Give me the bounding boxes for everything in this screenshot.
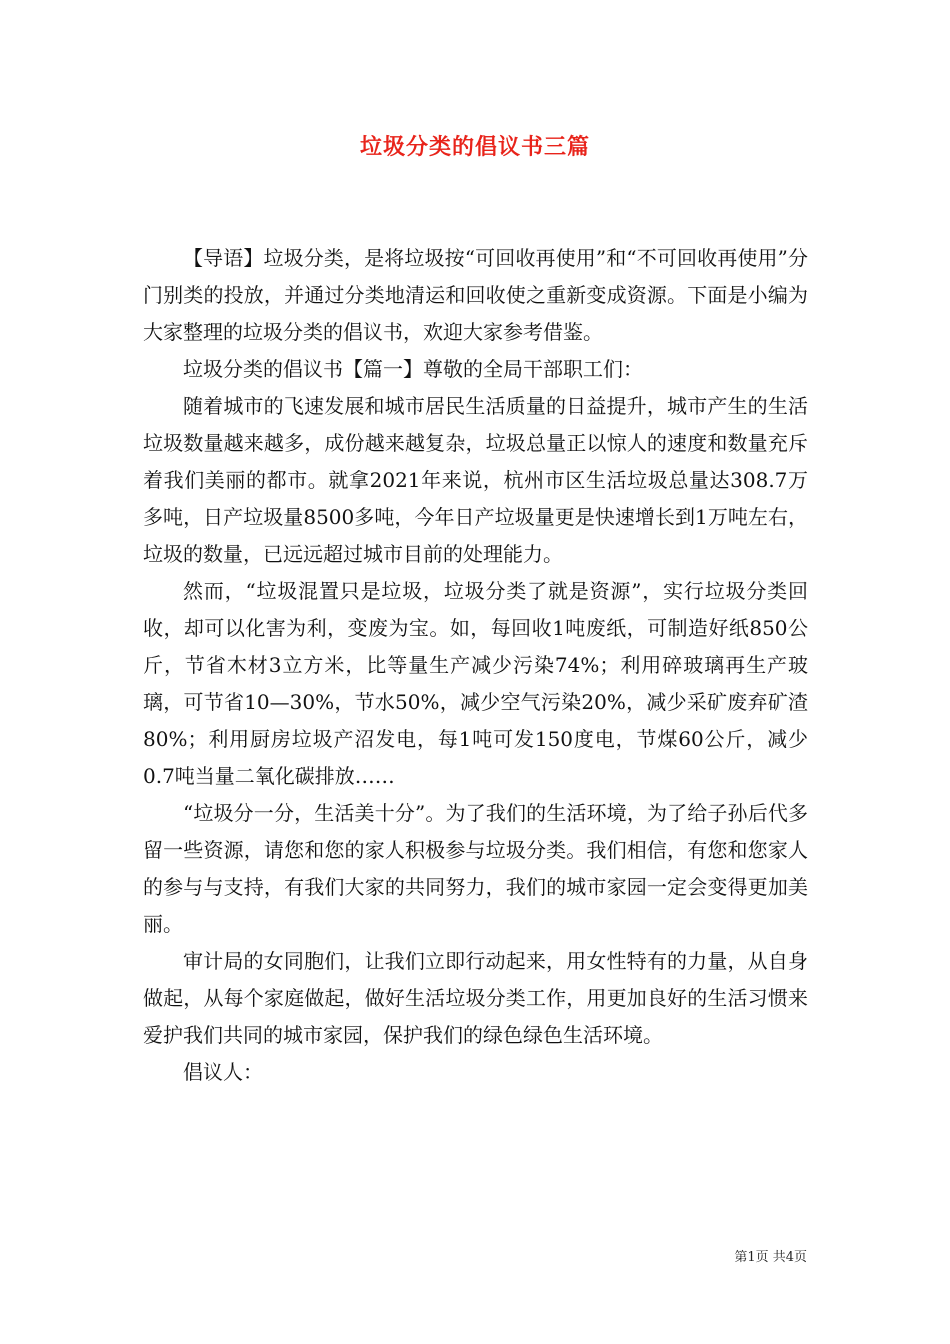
document-body	[143, 240, 808, 1091]
page-footer: 第1页 共4页	[734, 1250, 807, 1265]
section-heading: 垃圾分类的倡议书【篇一】尊敬的全局干部职工们：	[183, 357, 643, 381]
signature-line: 倡议人：	[183, 1060, 263, 1084]
body-paragraph: 然而，“垃圾混置只是垃圾，垃圾分类了就是资源”，实行垃圾分类回收，却可以化害为利，变废为宝。如，每回收1吨废纸，可制造好纸850公斤，节省木材3立方米，比等量生产减少污染74%；利用碎玻璃再生产玻璃，可节省10—30%，节水50%，减少空气污染20%，减少采矿废弃矿渣80%；利用厨房垃圾产沼发电，每1吨可发150度电，节煤60公斤，减少0.7吨当量二氧化碳排放……	[143, 579, 808, 788]
body-paragraph: “垃圾分一分，生活美十分”。为了我们的生活环境，为了给子孙后代多留一些资源，请您和您的家人积极参与垃圾分类。我们相信，有您和您家人的参与与支持，有我们大家的共同努力，我们的城市家园一定会变得更加美丽。	[143, 801, 808, 936]
document-title: 垃圾分类的倡议书三篇	[359, 134, 590, 160]
body-paragraph: 随着城市的飞速发展和城市居民生活质量的日益提升，城市产生的生活垃圾数量越来越多，成份越来越复杂，垃圾总量正以惊人的速度和数量充斥着我们美丽的都市。就拿2021年来说，杭州市区生活垃圾总量达308.7万多吨，日产垃圾量8500多吨，今年日产垃圾量更是快速增长到1万吨左右，垃圾的数量，已远远超过城市目前的处理能力。	[143, 394, 808, 566]
body-paragraph: 审计局的女同胞们，让我们立即行动起来，用女性特有的力量，从自身做起，从每个家庭做起，做好生活垃圾分类工作，用更加良好的生活习惯来爱护我们共同的城市家园，保护我们的绿色绿色生活环境。	[143, 949, 808, 1047]
intro-paragraph: 【导语】垃圾分类，是将垃圾按“可回收再使用”和“不可回收再使用”分门别类的投放，并通过分类地清运和回收使之重新变成资源。下面是小编为大家整理的垃圾分类的倡议书，欢迎大家参考借鉴。	[143, 246, 808, 344]
